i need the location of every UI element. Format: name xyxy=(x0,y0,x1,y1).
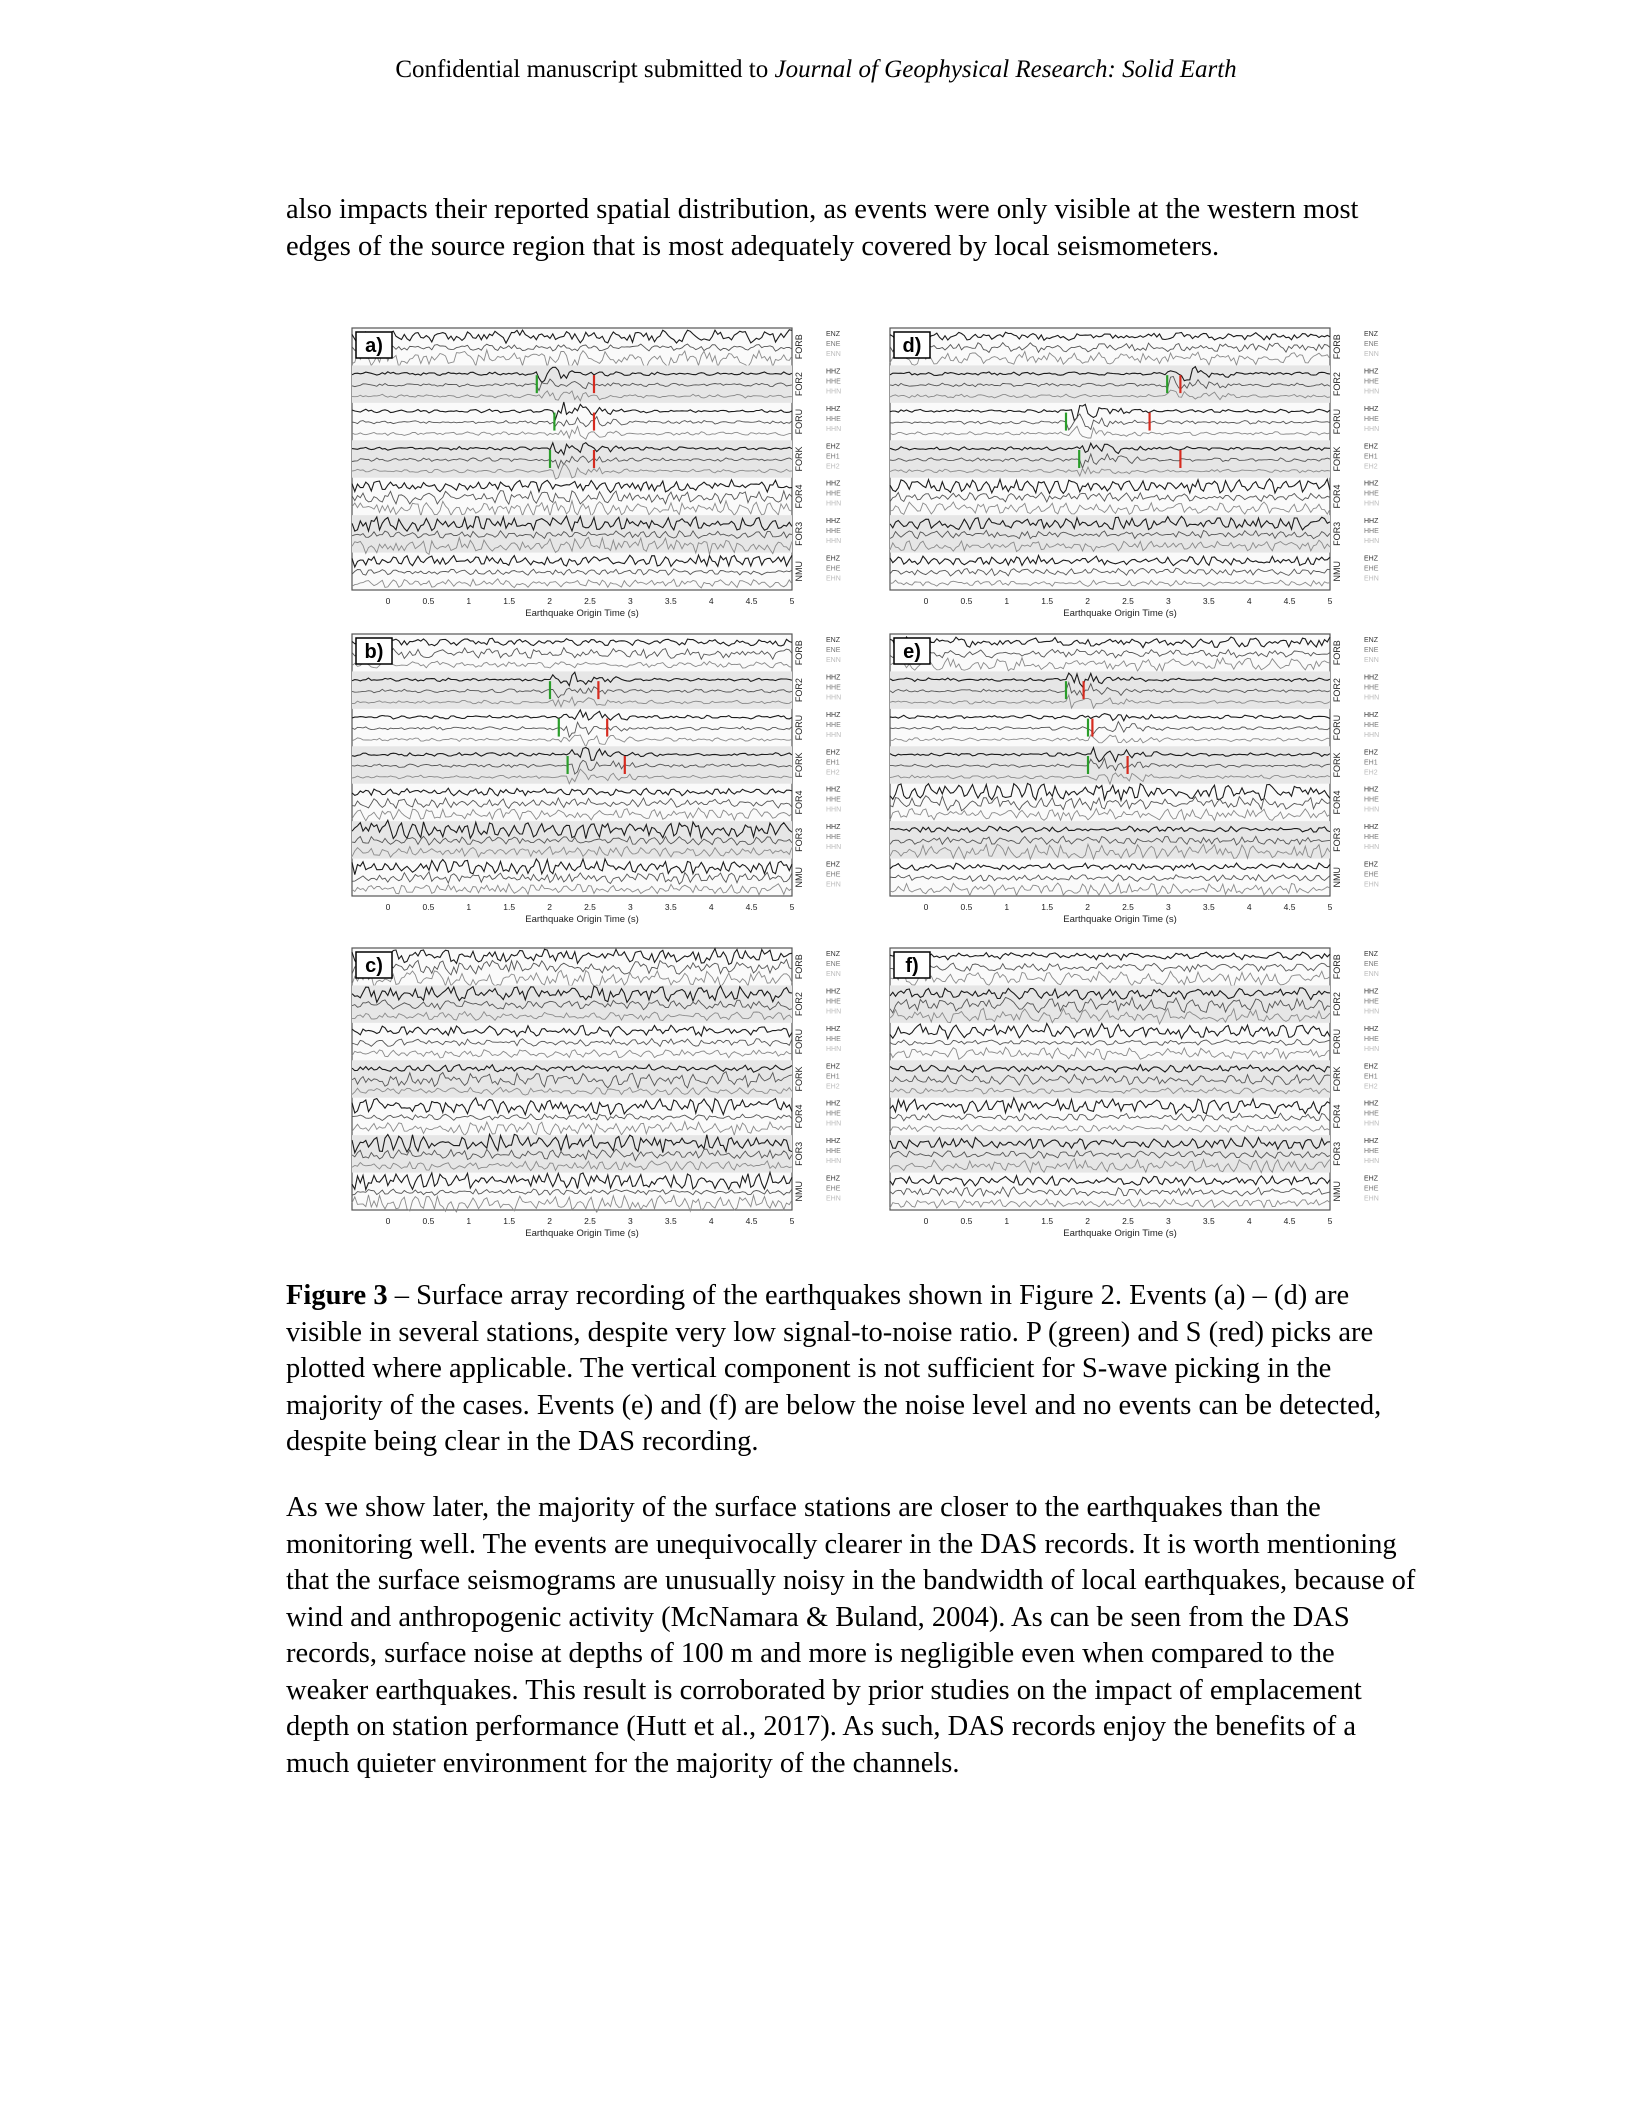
channel-label: HHZ xyxy=(826,988,841,996)
channel-label: HHN xyxy=(1364,731,1380,739)
x-tick-label: 4.5 xyxy=(745,902,758,912)
x-tick-label: 1.5 xyxy=(503,902,516,912)
channel-label: HHE xyxy=(1364,1035,1379,1043)
channel-label: HHN xyxy=(826,1045,842,1053)
channel-label: EH1 xyxy=(826,453,840,461)
channel-label: ENE xyxy=(826,341,841,348)
station-label: FOR4 xyxy=(1332,790,1342,815)
x-tick-label: 2 xyxy=(547,596,552,606)
channel-label: HHE xyxy=(1364,834,1379,842)
channel-label: EHN xyxy=(826,1195,841,1203)
panel-label: f) xyxy=(905,955,919,977)
x-tick-label: 5 xyxy=(1327,902,1333,912)
channel-label: HHE xyxy=(826,1110,841,1118)
station-label: FORK xyxy=(1332,752,1342,778)
x-axis-label: Earthquake Origin Time (s) xyxy=(525,608,639,619)
channel-label: HHZ xyxy=(1364,1025,1379,1033)
station-label: FORB xyxy=(1332,334,1342,360)
channel-label: ENZ xyxy=(1364,331,1378,338)
station-label: FORK xyxy=(1332,446,1342,472)
channel-label: HHN xyxy=(826,1008,842,1016)
seismogram-panel xyxy=(352,634,841,925)
x-tick-label: 4.5 xyxy=(1283,596,1296,606)
channel-label: HHN xyxy=(1364,425,1380,433)
channel-label: ENE xyxy=(826,961,841,968)
caption-label: Figure 3 xyxy=(286,1280,388,1311)
channel-label: HHE xyxy=(826,490,841,498)
station-label: FORB xyxy=(794,640,804,666)
paragraph-top: also impacts their reported spatial distribution, as events were only visible at the western most edges of the source region that is most adequately covered by local seismometers. xyxy=(286,194,1359,262)
x-tick-label: 5 xyxy=(1327,1216,1333,1226)
x-tick-label: 2.5 xyxy=(584,596,596,606)
station-label: NMU xyxy=(794,867,804,888)
x-tick-label: 4 xyxy=(708,596,714,606)
channel-label: EHZ xyxy=(826,749,840,757)
station-label: FOR4 xyxy=(794,484,804,509)
channel-label: EH2 xyxy=(826,463,840,471)
channel-label: HHE xyxy=(826,415,841,423)
x-tick-label: 3.5 xyxy=(664,1216,677,1226)
channel-label: HHN xyxy=(1364,500,1380,508)
x-tick-label: 0.5 xyxy=(422,902,435,912)
channel-label: HHN xyxy=(1364,1120,1380,1128)
x-tick-label: 1.5 xyxy=(1041,902,1054,912)
x-tick-label: 2.5 xyxy=(1122,1216,1134,1226)
station-label: FORU xyxy=(1332,714,1342,741)
x-tick-label: 2.5 xyxy=(584,902,596,912)
channel-label: HHZ xyxy=(826,1025,841,1033)
station-label: FORB xyxy=(794,334,804,360)
x-tick-label: 5 xyxy=(789,1216,795,1226)
x-tick-label: 5 xyxy=(1327,596,1333,606)
x-tick-label: 0.5 xyxy=(960,596,973,606)
x-tick-label: 2 xyxy=(547,902,552,912)
channel-label: EHZ xyxy=(826,443,840,451)
x-tick-label: 5 xyxy=(789,596,795,606)
station-label: FORK xyxy=(794,752,804,778)
station-label: FOR3 xyxy=(794,521,804,546)
panel-label: d) xyxy=(902,335,922,357)
channel-label: HHZ xyxy=(1364,480,1379,488)
channel-label: EHE xyxy=(826,565,841,573)
x-tick-label: 2 xyxy=(1085,596,1090,606)
x-tick-label: 0 xyxy=(385,596,391,606)
x-tick-label: 4.5 xyxy=(1283,902,1296,912)
channel-label: HHE xyxy=(826,528,841,536)
x-tick-label: 1 xyxy=(1004,902,1010,912)
channel-label: EHZ xyxy=(1364,443,1378,451)
channel-label: HHZ xyxy=(1364,786,1379,794)
x-tick-label: 0.5 xyxy=(422,1216,435,1226)
channel-label: HHN xyxy=(826,500,842,508)
channel-label: EH2 xyxy=(1364,1083,1378,1091)
station-label: FORU xyxy=(794,408,804,435)
channel-label: EHN xyxy=(826,881,841,889)
channel-label: EHN xyxy=(826,575,841,583)
panel-label: a) xyxy=(365,335,383,357)
x-tick-label: 0 xyxy=(923,596,929,606)
x-tick-label: 2 xyxy=(1085,902,1090,912)
x-tick-label: 0 xyxy=(923,902,929,912)
channel-label: EH1 xyxy=(826,759,840,767)
x-tick-label: 4 xyxy=(708,902,714,912)
caption-text: – Surface array recording of the earthquakes shown in Figure 2. Events (a) – (d) are visible in several stations, despite very low signal-to-noise ratio. P (green) and S (red) picks are plotted where applicable. The vertical component is not sufficient for S-wave picking in the majority of the cases. Events (e) and (f) are below the noise level and no events can be detected, despite being clear in the DAS recording. xyxy=(286,1280,1382,1457)
x-tick-label: 3 xyxy=(628,1216,633,1226)
x-tick-label: 4 xyxy=(1246,902,1252,912)
station-label: FOR4 xyxy=(794,1104,804,1129)
channel-label: ENE xyxy=(1364,961,1379,968)
channel-label: HHZ xyxy=(826,480,841,488)
channel-label: HHE xyxy=(826,998,841,1006)
x-tick-label: 4 xyxy=(708,1216,714,1226)
x-tick-label: 1.5 xyxy=(503,1216,516,1226)
station-label: FOR4 xyxy=(1332,1104,1342,1129)
channel-label: HHE xyxy=(1364,998,1379,1006)
channel-label: HHZ xyxy=(1364,824,1379,832)
station-label: FOR2 xyxy=(794,992,804,1017)
running-header xyxy=(0,56,1632,84)
channel-label: ENN xyxy=(826,351,841,358)
figure-3 xyxy=(340,318,1380,1248)
station-label: FOR2 xyxy=(1332,678,1342,703)
x-tick-label: 1.5 xyxy=(1041,596,1054,606)
x-tick-label: 1 xyxy=(1004,596,1010,606)
channel-label: ENN xyxy=(1364,657,1379,664)
x-tick-label: 4 xyxy=(1246,596,1252,606)
x-tick-label: 1 xyxy=(1004,1216,1010,1226)
channel-label: EHN xyxy=(1364,575,1379,583)
station-label: FORK xyxy=(794,1066,804,1092)
x-tick-label: 0 xyxy=(923,1216,929,1226)
station-label: FOR4 xyxy=(1332,484,1342,509)
x-tick-label: 3.5 xyxy=(1202,902,1215,912)
station-label: NMU xyxy=(794,1181,804,1202)
seismogram-panel xyxy=(890,948,1379,1239)
x-tick-label: 2 xyxy=(1085,1216,1090,1226)
seismogram-figure xyxy=(340,318,1380,1248)
channel-label: HHE xyxy=(826,1035,841,1043)
channel-label: HHZ xyxy=(1364,1100,1379,1108)
station-label: FORU xyxy=(794,1028,804,1055)
station-label: FORU xyxy=(1332,1028,1342,1055)
channel-label: HHN xyxy=(1364,806,1380,814)
x-tick-label: 3.5 xyxy=(1202,1216,1215,1226)
panel-label: c) xyxy=(365,955,383,977)
channel-label: HHZ xyxy=(1364,405,1379,413)
station-label: FORK xyxy=(794,446,804,472)
station-label: FOR3 xyxy=(1332,521,1342,546)
channel-label: HHZ xyxy=(826,405,841,413)
x-tick-label: 0.5 xyxy=(960,1216,973,1226)
channel-label: HHN xyxy=(826,731,842,739)
x-tick-label: 4.5 xyxy=(1283,1216,1296,1226)
x-tick-label: 3.5 xyxy=(664,902,677,912)
header-prefix: Confidential manuscript submitted to xyxy=(395,56,775,83)
station-label: FOR3 xyxy=(794,827,804,852)
channel-label: HHN xyxy=(826,694,842,702)
x-tick-label: 3 xyxy=(1166,902,1171,912)
channel-label: EH2 xyxy=(826,1083,840,1091)
channel-label: EHN xyxy=(1364,1195,1379,1203)
channel-label: ENN xyxy=(826,657,841,664)
channel-label: EHZ xyxy=(826,861,840,869)
channel-label: HHN xyxy=(1364,538,1380,546)
channel-label: ENE xyxy=(1364,647,1379,654)
station-label: FORK xyxy=(1332,1066,1342,1092)
channel-label: EHE xyxy=(826,871,841,879)
channel-label: EHZ xyxy=(1364,1063,1378,1071)
station-label: FORU xyxy=(794,714,804,741)
channel-label: HHE xyxy=(1364,1110,1379,1118)
station-label: FOR2 xyxy=(1332,372,1342,397)
station-label: NMU xyxy=(794,561,804,582)
channel-label: HHE xyxy=(826,378,841,386)
x-tick-label: 0 xyxy=(385,902,391,912)
channel-label: ENZ xyxy=(826,331,840,338)
x-tick-label: 1 xyxy=(466,902,472,912)
x-tick-label: 3.5 xyxy=(1202,596,1215,606)
channel-label: ENN xyxy=(826,971,841,978)
x-tick-label: 4.5 xyxy=(745,596,758,606)
channel-label: EH1 xyxy=(826,1073,840,1081)
channel-label: HHE xyxy=(826,684,841,692)
channel-label: HHE xyxy=(826,721,841,729)
channel-label: HHN xyxy=(826,1120,842,1128)
x-tick-label: 2.5 xyxy=(1122,596,1134,606)
channel-label: HHZ xyxy=(1364,1138,1379,1146)
x-tick-label: 3 xyxy=(628,596,633,606)
station-label: FOR3 xyxy=(1332,827,1342,852)
channel-label: HHN xyxy=(1364,694,1380,702)
x-tick-label: 3 xyxy=(1166,1216,1171,1226)
x-tick-label: 2 xyxy=(547,1216,552,1226)
x-tick-label: 0.5 xyxy=(960,902,973,912)
x-tick-label: 1.5 xyxy=(503,596,516,606)
channel-label: EH2 xyxy=(1364,463,1378,471)
channel-label: HHE xyxy=(1364,528,1379,536)
channel-label: EHE xyxy=(1364,1185,1379,1193)
channel-label: ENN xyxy=(1364,971,1379,978)
channel-label: HHN xyxy=(826,425,842,433)
channel-label: HHN xyxy=(1364,388,1380,396)
x-axis-label: Earthquake Origin Time (s) xyxy=(1063,914,1177,925)
channel-label: HHN xyxy=(826,844,842,852)
channel-label: HHE xyxy=(1364,1148,1379,1156)
channel-label: HHZ xyxy=(826,1100,841,1108)
channel-label: HHZ xyxy=(826,786,841,794)
x-tick-label: 1 xyxy=(466,596,472,606)
channel-label: EH1 xyxy=(1364,453,1378,461)
x-axis-label: Earthquake Origin Time (s) xyxy=(525,914,639,925)
channel-label: HHZ xyxy=(1364,674,1379,682)
channel-label: EH1 xyxy=(1364,1073,1378,1081)
channel-label: HHE xyxy=(1364,490,1379,498)
x-axis-label: Earthquake Origin Time (s) xyxy=(1063,608,1177,619)
paragraph-bottom: As we show later, the majority of the surface stations are closer to the earthquakes than the monitoring well. The events are unequivocally clearer in the DAS records. It is worth mentioning that the surface seismograms are unusually noisy in the bandwidth of local earthquakes, because of wind and anthropogenic activity (McNamara & Buland, 2004). As can be seen from the DAS records, surface noise at depths of 100 m and more is negligible even when compared to the weaker earthquakes. This result is corroborated by prior studies on the impact of emplacement depth on station performance (Hutt et al., 2017). As such, DAS records enjoy the benefits of a much quieter environment for the majority of the channels. xyxy=(286,1492,1416,1779)
x-tick-label: 4.5 xyxy=(745,1216,758,1226)
x-tick-label: 5 xyxy=(789,902,795,912)
station-label: FORB xyxy=(1332,954,1342,980)
channel-label: HHN xyxy=(1364,1158,1380,1166)
seismogram-panel xyxy=(352,328,841,619)
channel-label: ENN xyxy=(1364,351,1379,358)
channel-label: HHZ xyxy=(1364,711,1379,719)
channel-label: HHE xyxy=(826,1148,841,1156)
seismogram-panel xyxy=(890,634,1379,925)
channel-label: HHE xyxy=(826,834,841,842)
x-tick-label: 2.5 xyxy=(584,1216,596,1226)
station-label: FORB xyxy=(794,954,804,980)
channel-label: ENE xyxy=(1364,341,1379,348)
channel-label: HHE xyxy=(1364,378,1379,386)
x-tick-label: 2.5 xyxy=(1122,902,1134,912)
channel-label: EH2 xyxy=(826,769,840,777)
station-label: FOR3 xyxy=(1332,1141,1342,1166)
channel-label: HHE xyxy=(1364,684,1379,692)
panel-label: e) xyxy=(903,641,921,663)
channel-label: HHN xyxy=(1364,1045,1380,1053)
channel-label: EHZ xyxy=(1364,555,1378,563)
station-label: FOR2 xyxy=(794,678,804,703)
channel-label: EHZ xyxy=(826,555,840,563)
station-label: FOR2 xyxy=(1332,992,1342,1017)
panel-label: b) xyxy=(364,641,384,663)
journal-name: Journal of Geophysical Research: Solid Earth xyxy=(774,56,1237,83)
channel-label: HHZ xyxy=(826,1138,841,1146)
seismogram-panel xyxy=(890,328,1379,619)
channel-label: EHZ xyxy=(1364,861,1378,869)
channel-label: EHE xyxy=(826,1185,841,1193)
channel-label: HHZ xyxy=(1364,988,1379,996)
channel-label: ENZ xyxy=(1364,637,1378,644)
channel-label: EHZ xyxy=(826,1063,840,1071)
channel-label: EH1 xyxy=(1364,759,1378,767)
channel-label: ENZ xyxy=(826,637,840,644)
x-tick-label: 0.5 xyxy=(422,596,435,606)
channel-label: EHZ xyxy=(1364,1175,1378,1183)
channel-label: HHZ xyxy=(826,824,841,832)
channel-label: HHZ xyxy=(1364,518,1379,526)
station-label: FORU xyxy=(1332,408,1342,435)
channel-label: EHN xyxy=(1364,881,1379,889)
channel-label: EHZ xyxy=(826,1175,840,1183)
channel-label: HHN xyxy=(1364,1008,1380,1016)
station-label: NMU xyxy=(1332,1181,1342,1202)
channel-label: HHN xyxy=(826,1158,842,1166)
channel-label: HHN xyxy=(826,538,842,546)
channel-label: EHZ xyxy=(1364,749,1378,757)
channel-label: EH2 xyxy=(1364,769,1378,777)
figure-caption xyxy=(286,1278,1416,1461)
station-label: NMU xyxy=(1332,561,1342,582)
x-tick-label: 3 xyxy=(1166,596,1171,606)
x-tick-label: 1 xyxy=(466,1216,472,1226)
channel-label: ENZ xyxy=(1364,951,1378,958)
x-tick-label: 4 xyxy=(1246,1216,1252,1226)
channel-label: HHE xyxy=(1364,721,1379,729)
channel-label: HHZ xyxy=(826,711,841,719)
channel-label: HHE xyxy=(1364,415,1379,423)
station-label: NMU xyxy=(1332,867,1342,888)
channel-label: HHN xyxy=(1364,844,1380,852)
channel-label: EHE xyxy=(1364,871,1379,879)
seismogram-panel xyxy=(352,948,841,1239)
x-axis-label: Earthquake Origin Time (s) xyxy=(1063,1228,1177,1239)
channel-label: HHE xyxy=(1364,796,1379,804)
channel-label: HHN xyxy=(826,388,842,396)
x-tick-label: 0 xyxy=(385,1216,391,1226)
channel-label: HHN xyxy=(826,806,842,814)
channel-label: HHZ xyxy=(826,518,841,526)
channel-label: HHZ xyxy=(1364,368,1379,376)
station-label: FOR4 xyxy=(794,790,804,815)
channel-label: HHZ xyxy=(826,368,841,376)
x-tick-label: 1.5 xyxy=(1041,1216,1054,1226)
x-axis-label: Earthquake Origin Time (s) xyxy=(525,1228,639,1239)
channel-label: EHE xyxy=(1364,565,1379,573)
station-label: FOR3 xyxy=(794,1141,804,1166)
channel-label: HHE xyxy=(826,796,841,804)
x-tick-label: 3.5 xyxy=(664,596,677,606)
station-label: FOR2 xyxy=(794,372,804,397)
x-tick-label: 3 xyxy=(628,902,633,912)
channel-label: ENZ xyxy=(826,951,840,958)
station-label: FORB xyxy=(1332,640,1342,666)
channel-label: HHZ xyxy=(826,674,841,682)
channel-label: ENE xyxy=(826,647,841,654)
